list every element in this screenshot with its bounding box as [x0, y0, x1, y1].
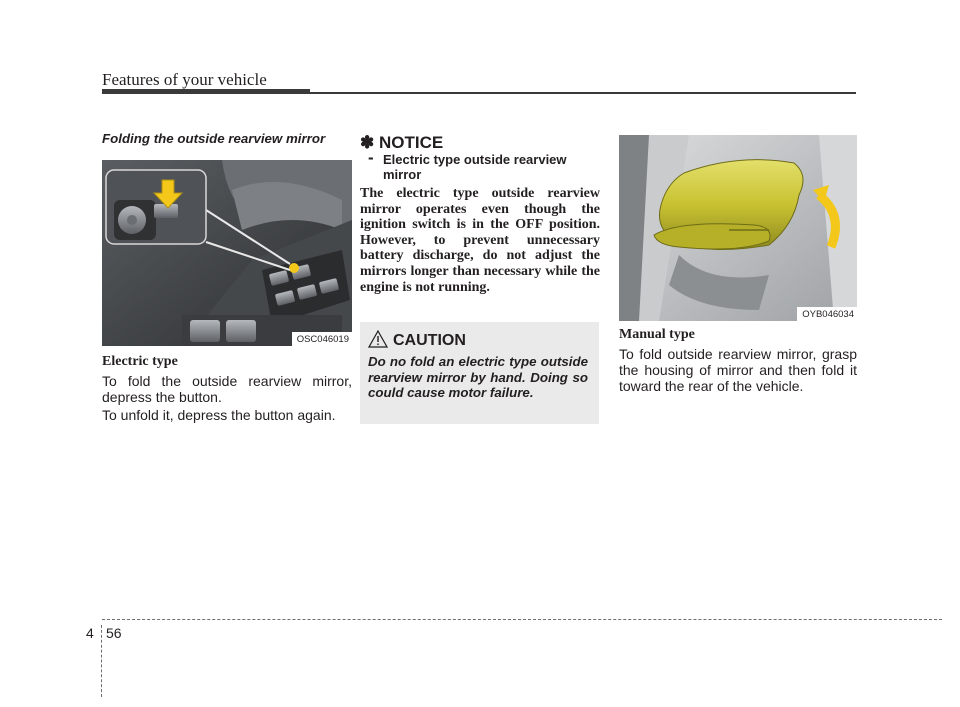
- notice-dash: -: [368, 148, 374, 167]
- electric-mirror-switch-figure: [102, 160, 352, 346]
- header-rule-thick: [102, 89, 310, 94]
- warning-triangle-icon: [368, 330, 388, 348]
- notice-subtitle: Electric type outside rearview mirror: [383, 152, 567, 182]
- door-panel-illustration: [102, 160, 352, 346]
- electric-fold-paragraph: To fold the outside rearview mirror, depress the button.: [102, 373, 352, 405]
- outside-mirror-illustration: [619, 135, 857, 321]
- caution-text: Do no fold an electric type outside rearview mirror by hand. Doing so could cause motor failure.: [368, 354, 588, 400]
- manual-mirror-figure: [619, 135, 857, 321]
- figure-code-left: OSC046019: [292, 332, 352, 346]
- manual-type-subheading: Manual type: [619, 327, 695, 342]
- notice-body: The electric type outside rearview mirror operates even though the ignition switch is in the OFF position. However, to prevent unnecessary battery discharge, do not adjust the mirrors longer than necessary while the engine is not running.: [360, 186, 600, 295]
- running-header: Features of your vehicle: [102, 70, 267, 89]
- notice-symbol-icon: ✽: [360, 133, 375, 152]
- caution-title: CAUTION: [393, 332, 466, 349]
- header-rule-thin: [310, 92, 856, 94]
- footer-divider: [101, 625, 102, 697]
- notice-label: NOTICE: [378, 133, 444, 152]
- footer-rule: [102, 619, 942, 620]
- chapter-number: 4: [86, 625, 94, 641]
- manual-fold-paragraph: To fold outside rearview mirror, grasp the housing of mirror and then fold it toward the rear of the vehicle.: [619, 346, 857, 394]
- electric-type-subheading: Electric type: [102, 354, 178, 369]
- figure-code-right: OYB046034: [797, 307, 857, 321]
- page-number: 56: [106, 625, 122, 641]
- electric-unfold-paragraph: To unfold it, depress the button again.: [102, 407, 336, 423]
- section-heading: Folding the outside rearview mirror: [102, 131, 326, 146]
